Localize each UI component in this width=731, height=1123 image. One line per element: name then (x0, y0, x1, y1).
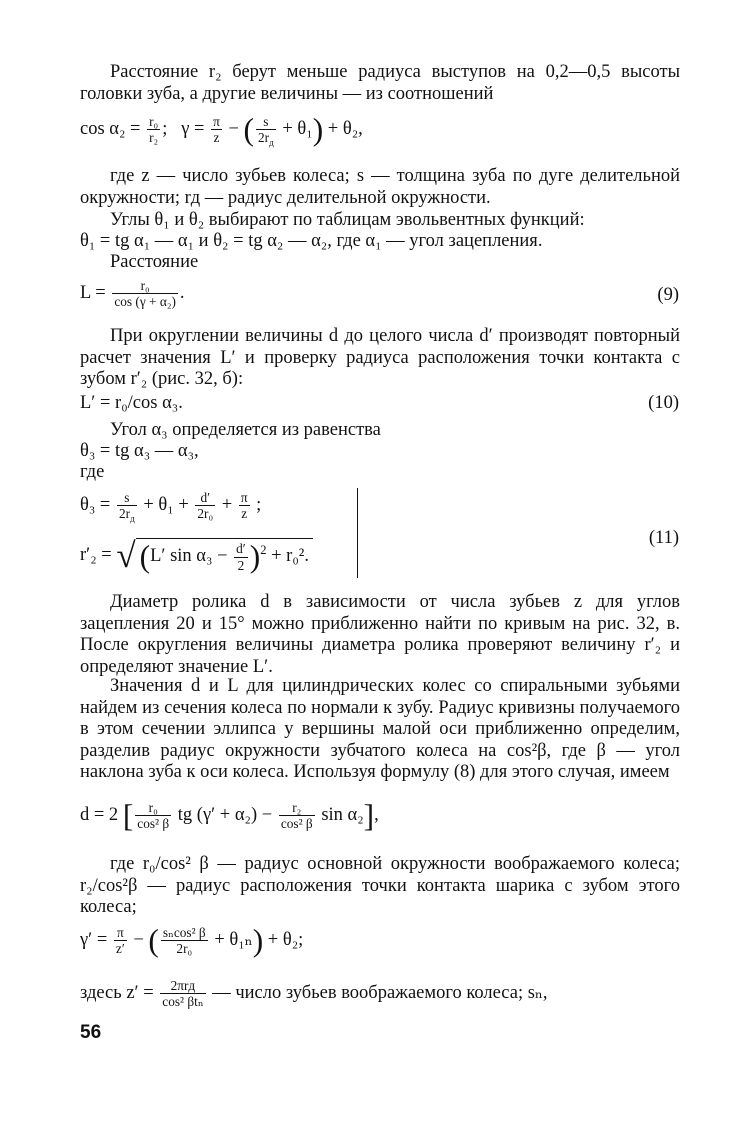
system-bracket (357, 488, 358, 578)
eq9-fraction: $\frac{\text{r₀}}{\text{cos (γ + α₂)}}$ (114, 278, 176, 310)
page-number: 56 (80, 1022, 102, 1043)
eq1-fraction-r0-r2: $\frac{\text{r₀}}{\text{r₂}}$ (149, 114, 159, 146)
paragraph-distance-r2: Расстояние r₂ берут меньше радиуса выступов на 0,2—0,5 высоты головки зуба, а другие величины — из соотношений (80, 62, 680, 104)
equation-cos-alpha2: cos α₂ = $\frac{\text{r₀}}{\text{r₂}}$ ; γ = $\frac{\pi}{z}$ − ( $\frac{s}{2r_д}$ + θ₁) + θ₂, (80, 112, 363, 148)
line-angles-theta: Углы θ₁ и θ₂ выбирают по таблицам эвольвентных функций: (110, 210, 585, 230)
line-theta3-definition: θ₃ = tg α₃ — α₃, (80, 441, 199, 461)
line-distance: Расстояние (110, 252, 199, 272)
equation-number-11: (11) (648, 528, 679, 548)
paragraph-helical-gears: Значения d и L для цилиндрических колес со спиральными зубьями найдем из сечения колеса по нормали к зубу. Радиус кривизны получаемого в этом сечении эллипса у вершины малой оси приближенно определим, разделив радиус окружности зубчатого колеса на cos²β, где β — угол наклона зуба к оси колеса. Используя формулу (8) для этого случая, имеем (80, 676, 680, 782)
paragraph-where-z: где z — число зубьев колеса; s — толщина зуба по дуге делительной окружности; rд — радиус делительной окружности. (80, 166, 680, 208)
paragraph-roller-diameter: Диаметр ролика d в зависимости от числа зубьев z для углов зацепления 20 и 15° можно приближенно найти по кривым на рис. 32, в. После округления величины диаметра ролика проверяют величину r′₂ и определяют значение L′. (80, 592, 680, 677)
line-angle-alpha3: Угол α₃ определяется из равенства (110, 420, 381, 440)
eq1-fraction-s-2rd: $\frac{s}{2r_д}$ (257, 114, 274, 148)
equation-9: L = $\frac{\text{r₀}}{\text{cos (γ + α₂)}}$ . (80, 278, 185, 310)
paragraph-base-circle: где r₀/cos² β — радиус основной окружности воображаемого колеса; r₂/cos²β — радиус расположения точки контакта шарика с зубом этого колеса; (80, 854, 680, 917)
equation-10: L′ = r₀/cos α₃. (80, 393, 183, 413)
eq1-lhs: cos α₂ = (80, 119, 141, 140)
equation-gamma-prime: γ′ = $\frac{\pi}{z'}$ − ( $\frac{\text{sₙcos² β}}{\text{2r₀}}$ + θ₁ₙ) + θ₂; (80, 923, 304, 959)
eq1-gamma: γ = (181, 119, 205, 140)
line-where: где (80, 462, 105, 482)
eq1-fraction-pi-z: $\frac{\pi}{z}$ (213, 114, 220, 146)
equation-number-10: (10) (648, 393, 679, 413)
equation-number-9: (9) (657, 285, 679, 305)
paragraph-rounding-d: При округлении величины d до целого числа d′ производят повторный расчет значения L′ и проверку радиуса расположения точки контакта с зубом r′₂ (рис. 32, б): (80, 326, 680, 389)
line-theta-definitions: θ₁ = tg α₁ — α₁ и θ₂ = tg α₂ — α₂, где α₁ — угол зацепления. (80, 231, 543, 251)
equation-11-theta3: θ₃ = $\frac{s}{2r_д}$ + θ₁ + $\frac{d'}{\text{2r₀}}$ + $\frac{\pi}{z}$ ; (80, 490, 262, 524)
equation-11-r2prime: r′₂ = √ (L′ sin α₃ − $\frac{d'}{2}$ )$^2$ + r₀². (80, 538, 313, 573)
equation-d: d = 2 [ $\frac{\text{r₀}}{\text{cos² β}}$ tg (γ′ + α₂) − $\frac{\text{r₂}}{\text{cos² β}}$ sin α₂], (80, 798, 379, 834)
equation-z-prime: здесь z′ = $\frac{\text{2πrд}}{\text{cos² βtₙ}}$ — число зубьев воображаемого колеса; sₙ, (80, 978, 548, 1010)
